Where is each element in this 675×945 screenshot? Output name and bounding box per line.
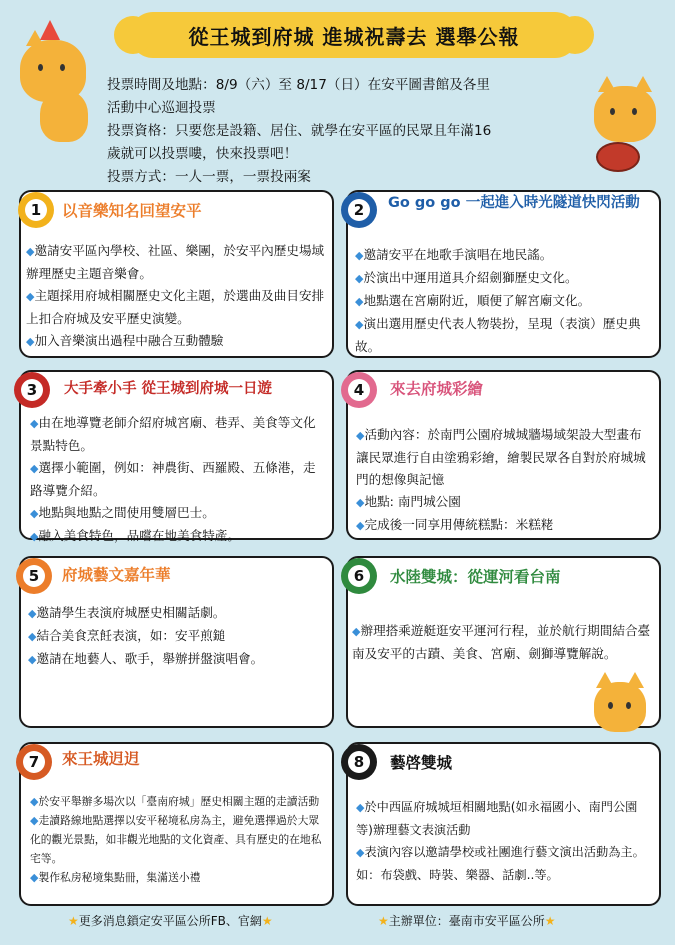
list-item-text: 於安平舉辦多場次以「臺南府城」歷史相關主題的走讀活動	[38, 795, 320, 808]
list-item	[30, 502, 326, 525]
list-item	[356, 841, 654, 886]
card-title-2: Go go go 一起進入時光隧道快閃活動	[388, 195, 640, 211]
list-item-text: 活動內容：於南門公園府城城牆場域架設大型畫布讓民眾進行自由塗鴉彩繪，繪製民眾各自對於府城城門的想像與記憶	[356, 427, 646, 487]
list-item	[30, 525, 326, 548]
footer-left-text: 更多消息鎖定安平區公所FB、官網	[78, 914, 262, 928]
info-line: 投票方式：一人一票，一票投兩案	[107, 169, 311, 185]
diamond-bullet-icon: ◆	[26, 290, 35, 303]
diamond-bullet-icon: ◆	[355, 249, 364, 262]
badge-number: 4	[348, 379, 370, 401]
diamond-bullet-icon: ◆	[28, 653, 37, 666]
cat-ear	[626, 672, 644, 688]
cat-ear	[634, 76, 652, 92]
list-item	[30, 811, 326, 868]
diamond-bullet-icon: ◆	[28, 607, 37, 620]
footer-left	[68, 912, 273, 929]
cat-eye	[610, 108, 615, 115]
list-item-text: 融入美食特色，品嚐在地美食特產。	[38, 528, 240, 543]
card-body-4	[356, 424, 654, 537]
list-item	[356, 491, 654, 514]
list-item	[355, 290, 655, 313]
star-icon: ★	[544, 914, 556, 928]
list-item-text: 辦理搭乘遊艇逛安平運河行程，並於航行期間結合臺南及安平的古蹟、美食、宮廟、劍獅導覽解說。	[352, 623, 651, 661]
diamond-bullet-icon: ◆	[356, 496, 365, 509]
voting-info	[107, 74, 577, 189]
diamond-bullet-icon: ◆	[30, 507, 39, 520]
list-item-text: 主題採用府城相關歷史文化主題，於選曲及曲目安排上扣合府城及安平歷史演變。	[26, 288, 325, 326]
card-title-8: 藝啓雙城	[390, 754, 453, 772]
page-title: 從王城到府城 進城祝壽去 選舉公報	[130, 12, 578, 58]
number-badge-4	[341, 372, 377, 408]
list-item	[355, 244, 655, 267]
diamond-bullet-icon: ◆	[356, 801, 365, 814]
list-item	[352, 620, 654, 665]
diamond-bullet-icon: ◆	[356, 429, 365, 442]
badge-number: 7	[23, 751, 45, 773]
info-line: 投票時間及地點：8/9（六）至 8/17（日）在安平圖書館及各里	[107, 77, 490, 93]
badge-number: 5	[23, 565, 45, 587]
star-icon: ★	[68, 914, 79, 928]
list-item	[28, 648, 328, 671]
cat-eye	[632, 108, 637, 115]
list-item	[28, 625, 328, 648]
list-item	[356, 514, 654, 537]
badge-number: 3	[21, 379, 43, 401]
list-item-text: 邀請安平在地歌手演唱在地民謠。	[363, 247, 553, 262]
list-item	[26, 240, 328, 285]
footer-right	[378, 912, 556, 929]
list-item	[30, 868, 326, 887]
card-title-5: 府城藝文嘉年華	[62, 566, 171, 584]
card-body-2	[355, 244, 655, 358]
badge-number: 2	[348, 199, 370, 221]
card-body-5	[28, 602, 328, 671]
list-item-text: 選擇小範圍，例如：神農街、西羅殿、五條港，走路導覽介紹。	[30, 460, 316, 498]
badge-number: 6	[348, 565, 370, 587]
list-item-text: 邀請在地藝人、歌手，舉辦拼盤演唱會。	[36, 651, 264, 666]
cat-body-left	[40, 90, 88, 142]
diamond-bullet-icon: ◆	[355, 318, 364, 331]
diamond-bullet-icon: ◆	[30, 795, 39, 808]
card-body-6	[352, 620, 654, 665]
number-badge-2	[341, 192, 377, 228]
diamond-bullet-icon: ◆	[30, 530, 39, 543]
list-item	[26, 330, 328, 353]
list-item-text: 邀請學生表演府城歷史相關話劇。	[36, 605, 226, 620]
list-item	[355, 313, 655, 358]
list-item-text: 演出選用歷史代表人物裝扮，呈現（表演）歷史典故。	[355, 316, 641, 354]
list-item	[30, 792, 326, 811]
list-item-text: 完成後一同享用傳統糕點：米糕粩	[364, 517, 554, 532]
number-badge-7	[16, 744, 52, 780]
list-item	[26, 285, 328, 330]
card-title-1: 以音樂知名回望安平	[62, 202, 202, 220]
number-badge-6	[341, 558, 377, 594]
card-body-7	[30, 792, 326, 887]
cat-eye	[60, 64, 65, 71]
list-item-text: 走讀路線地點選擇以安平秘境私房為主，避免選擇過於大眾化的觀光景點，如非觀光地點的文化資產、具有歷史的在地私宅等。	[30, 814, 322, 865]
cat-ear	[598, 76, 616, 92]
card-title-4: 來去府城彩繪	[390, 380, 484, 398]
list-item-text: 加入音樂演出過程中融合互動體驗	[34, 333, 224, 348]
badge-number: 8	[348, 751, 370, 773]
badge-number: 1	[25, 199, 47, 221]
card-title-3: 大手牽小手 從王城到府城一日遊	[64, 381, 273, 397]
list-item-text: 於中西區府城城垣相關地點(如永福國小、南門公園等)辦理藝文表演活動	[356, 800, 638, 837]
list-item-text: 地點: 南門城公園	[364, 494, 461, 509]
cat-eye	[608, 702, 613, 709]
diamond-bullet-icon: ◆	[28, 630, 37, 643]
number-badge-3	[14, 372, 50, 408]
list-item	[30, 412, 326, 457]
cat-illustration-right	[594, 86, 656, 142]
diamond-bullet-icon: ◆	[352, 625, 361, 638]
number-badge-5	[16, 558, 52, 594]
list-item-text: 表演內容以邀請學校或社團進行藝文演出活動為主。如：布袋戲、時裝、樂器、話劇..等。	[356, 845, 645, 882]
card-body-8	[356, 796, 654, 886]
cat-ear	[596, 672, 614, 688]
list-item	[356, 796, 654, 841]
star-icon: ★	[378, 914, 389, 928]
diamond-bullet-icon: ◆	[355, 295, 364, 308]
card-title-7: 來王城迌迌	[62, 750, 140, 768]
diamond-bullet-icon: ◆	[30, 814, 39, 827]
card-body-1	[26, 240, 328, 353]
cat-eye	[38, 64, 43, 71]
list-item-text: 結合美食烹飪表演，如：安平煎鎚	[36, 628, 226, 643]
diamond-bullet-icon: ◆	[355, 272, 364, 285]
number-badge-8	[341, 744, 377, 780]
list-item	[356, 424, 654, 491]
diamond-bullet-icon: ◆	[26, 245, 35, 258]
diamond-bullet-icon: ◆	[30, 417, 39, 430]
drum-icon	[596, 142, 640, 172]
number-badge-1	[18, 192, 54, 228]
diamond-bullet-icon: ◆	[356, 519, 365, 532]
cat-illustration-painting	[594, 682, 646, 732]
list-item-text: 由在地導覽老師介紹府城宮廟、巷弄、美食等文化景點特色。	[30, 415, 316, 453]
list-item	[355, 267, 655, 290]
list-item	[28, 602, 328, 625]
card-title-6: 水陸雙城：從運河看台南	[390, 568, 561, 586]
diamond-bullet-icon: ◆	[30, 871, 39, 884]
info-line: 投票資格：只要您是設籍、居住、就學在安平區的民眾且年滿16	[107, 123, 492, 139]
diamond-bullet-icon: ◆	[26, 335, 35, 348]
cat-eye	[626, 702, 631, 709]
list-item-text: 於演出中運用道具介紹劍獅歷史文化。	[363, 270, 578, 285]
diamond-bullet-icon: ◆	[30, 462, 39, 475]
info-line: 歲就可以投票嘍，快來投票吧！	[107, 146, 298, 162]
card-body-3	[30, 412, 326, 548]
footer-right-text: 主辦單位：臺南市安平區公所	[388, 914, 545, 928]
list-item-text: 地點與地點之間使用雙層巴士。	[38, 505, 215, 520]
star-icon: ★	[261, 914, 273, 928]
list-item	[30, 457, 326, 502]
diamond-bullet-icon: ◆	[356, 846, 365, 859]
list-item-text: 製作私房秘境集點冊，集滿送小禮	[38, 871, 201, 884]
info-line: 活動中心巡迴投票	[107, 100, 216, 116]
party-hat-icon	[40, 20, 60, 40]
list-item-text: 邀請安平區內學校、社區、樂團，於安平內歷史場域辦理歷史主題音樂會。	[26, 243, 325, 281]
list-item-text: 地點選在宮廟附近，順便了解宮廟文化。	[363, 293, 591, 308]
